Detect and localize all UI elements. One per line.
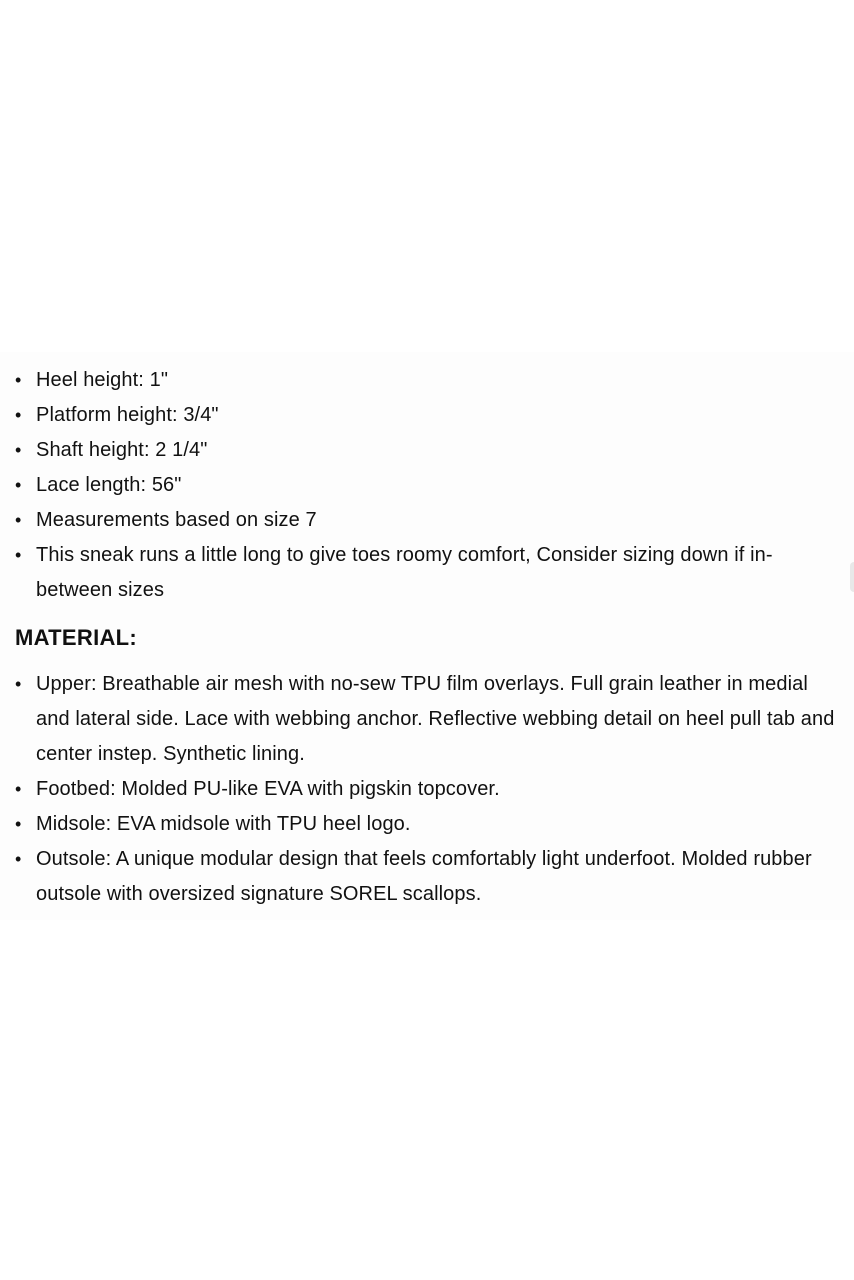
material-text: Outsole: A unique modular design that feels comfortably light underfoot. Molded rubber outsole with oversized signature SOREL scallops. (36, 848, 812, 905)
scroll-edge-handle (850, 562, 854, 592)
spec-item-measurements (0, 503, 854, 538)
material-list (0, 667, 854, 912)
bullet: • (15, 405, 22, 425)
bullet: • (15, 545, 22, 565)
spec-text: Shaft height: 2 1/4" (36, 439, 208, 461)
bullet: • (15, 849, 22, 869)
bullet: • (15, 674, 22, 694)
bullet: • (15, 440, 22, 460)
material-text: Footbed: Molded PU-like EVA with pigskin topcover. (36, 778, 500, 800)
material-item-upper (0, 667, 854, 772)
spec-text: Heel height: 1" (36, 369, 169, 391)
material-item-outsole (0, 842, 854, 912)
material-item-midsole (0, 807, 854, 842)
bullet: • (15, 814, 22, 834)
bullet: • (15, 510, 22, 530)
spec-text: This sneak runs a little long to give toes roomy comfort, Consider sizing down if in-between sizes (36, 544, 773, 601)
spec-text: Lace length: 56" (36, 474, 182, 496)
spec-item-heel-height (0, 363, 854, 398)
specs-list (0, 363, 854, 608)
spec-text: Measurements based on size 7 (36, 509, 317, 531)
material-text: Midsole: EVA midsole with TPU heel logo. (36, 813, 411, 835)
spec-item-platform-height (0, 398, 854, 433)
spec-text: Platform height: 3/4" (36, 404, 219, 426)
bullet: • (15, 370, 22, 390)
material-heading: MATERIAL: (15, 625, 138, 650)
spec-item-sizing-note (0, 538, 854, 608)
material-text: Upper: Breathable air mesh with no-sew TPU film overlays. Full grain leather in medial and lateral side. Lace with webbing anchor. Reflective webbing detail on heel pull tab and center instep. Synthetic lining. (36, 673, 835, 765)
spec-item-shaft-height (0, 433, 854, 468)
material-item-footbed (0, 772, 854, 807)
bullet: • (15, 475, 22, 495)
spec-item-lace-length (0, 468, 854, 503)
bullet: • (15, 779, 22, 799)
